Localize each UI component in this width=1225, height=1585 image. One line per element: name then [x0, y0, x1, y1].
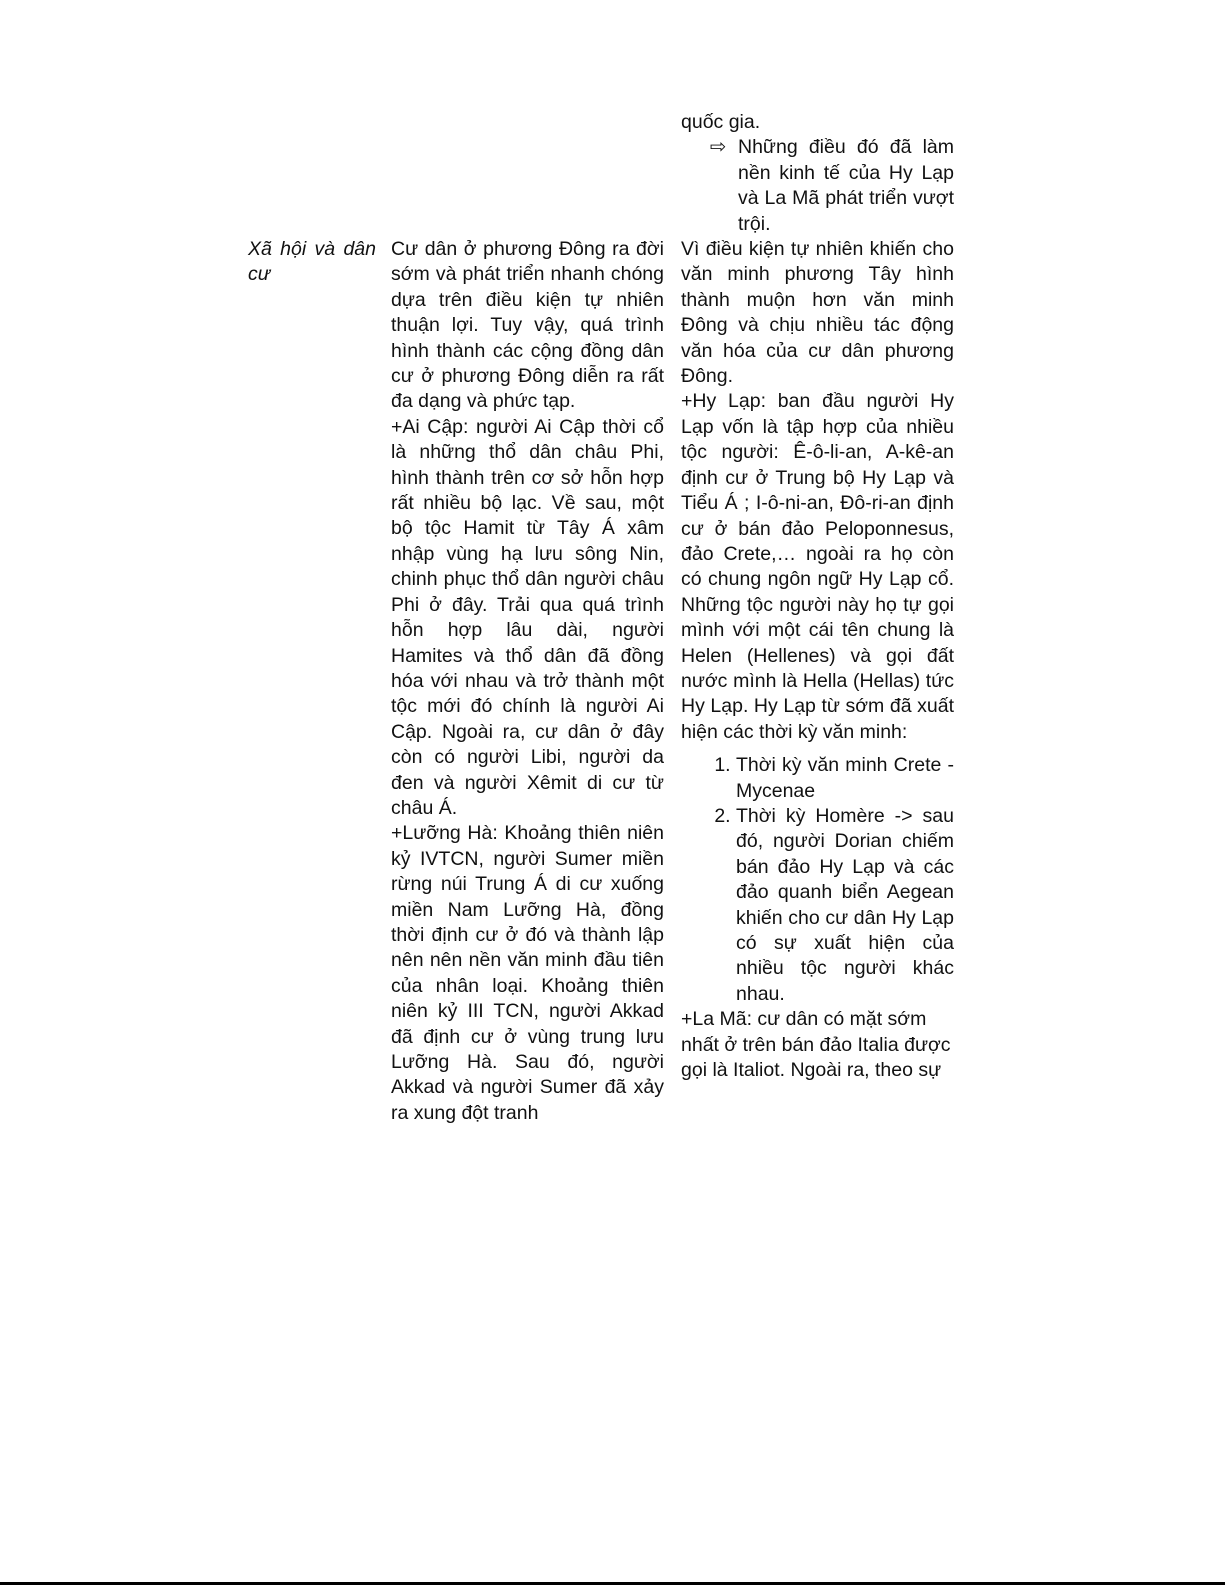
arrow-right-icon: ⇨	[710, 136, 727, 159]
list-item: 1. Thời kỳ văn minh Crete - Mycenae	[736, 753, 954, 804]
previous-row-fragment: quốc gia.	[681, 111, 761, 133]
greece-paragraph: +Hy Lạp: ban đầu người Hy Lạp vốn là tập hợp của nhiều tộc người: Ê-ô-li-an, A-kê-an định cư ở Trung bộ Hy Lạp và Tiểu Á ; I-ô-ni-an, Đô-ri-an định cư ở bán đảo Peloponnesus, đảo Crete,… ngoài ra họ còn có chung ngôn ngữ Hy Lạp cổ. Những tộc người này họ tự gọi mình với một cái tên chung là Helen (Hellenes) và gọi đất nước mình là Hella (Hellas) tức Hy Lạp. Hy Lạp từ sớm đã xuất hiện các thời kỳ văn minh:	[681, 390, 954, 743]
west-intro-paragraph: Vì điều kiện tự nhiên khiến cho văn minh phương Tây hình thành muộn hơn văn minh Đông và chịu nhiều tác động văn hóa của cư dân phương Đông.	[681, 238, 954, 388]
rome-paragraph: +La Mã: cư dân có mặt sớm nhất ở trên bán đảo Italia được gọi là Italiot. Ngoài ra, theo sự	[681, 1008, 951, 1082]
western-civilization-column	[681, 110, 954, 1083]
list-item: 2. Thời kỳ Homère -> sau đó, người Dorian chiếm bán đảo Hy Lạp và các đảo quanh biển Aegean khiến cho cư dân Hy Lạp có sự xuất hiện của nhiều tộc người khác nhau.	[736, 804, 954, 1007]
east-intro-paragraph: Cư dân ở phương Đông ra đời sớm và phát triển nhanh chóng dựa trên điều kiện tự nhiên thuận lợi. Tuy vậy, quá trình hình thành các cộng đồng dân cư ở phương Đông diễn ra rất đa dạng và phức tạp.	[391, 238, 664, 413]
greek-eras-list	[681, 753, 954, 1007]
egypt-paragraph: +Ai Cập: người Ai Cập thời cổ là những thổ dân châu Phi, hình thành trên cơ sở hỗn hợp rất nhiều bộ lạc. Về sau, một bộ tộc Hamit từ Tây Á xâm nhập vùng hạ lưu sông Nin, chinh phục thổ dân người châu Phi ở đây. Trải qua quá trình hỗn hợp lâu dài, người Hamites và thổ dân đã đồng hóa với nhau và trở thành một tộc mới đó chính là người Ai Cập. Ngoài ra, cư dân ở đây còn có người Libi, người da đen và người Xêmit di cư từ châu Á.	[391, 415, 664, 819]
eastern-civilization-column	[391, 237, 664, 1126]
row-label-column	[248, 237, 376, 288]
conclusion-bullet	[710, 135, 954, 237]
row-label: Xã hội và dân cư	[248, 238, 376, 286]
mesopotamia-paragraph: +Lưỡng Hà: Khoảng thiên niên kỷ IVTCN, người Sumer miền rừng núi Trung Á di cư xuống miền Nam Lưỡng Hà, đồng thời định cư ở đó và thành lập nên nên nền văn minh đầu tiên của nhân loại. Khoảng thiên niên kỷ III TCN, người Akkad đã định cư ở vùng trung lưu Lưỡng Hà. Sau đó, người Akkad và người Sumer đã xảy ra xung đột tranh	[391, 822, 664, 1124]
conclusion-text: Những điều đó đã làm nền kinh tế của Hy Lạp và La Mã phát triển vượt trội.	[738, 136, 954, 235]
